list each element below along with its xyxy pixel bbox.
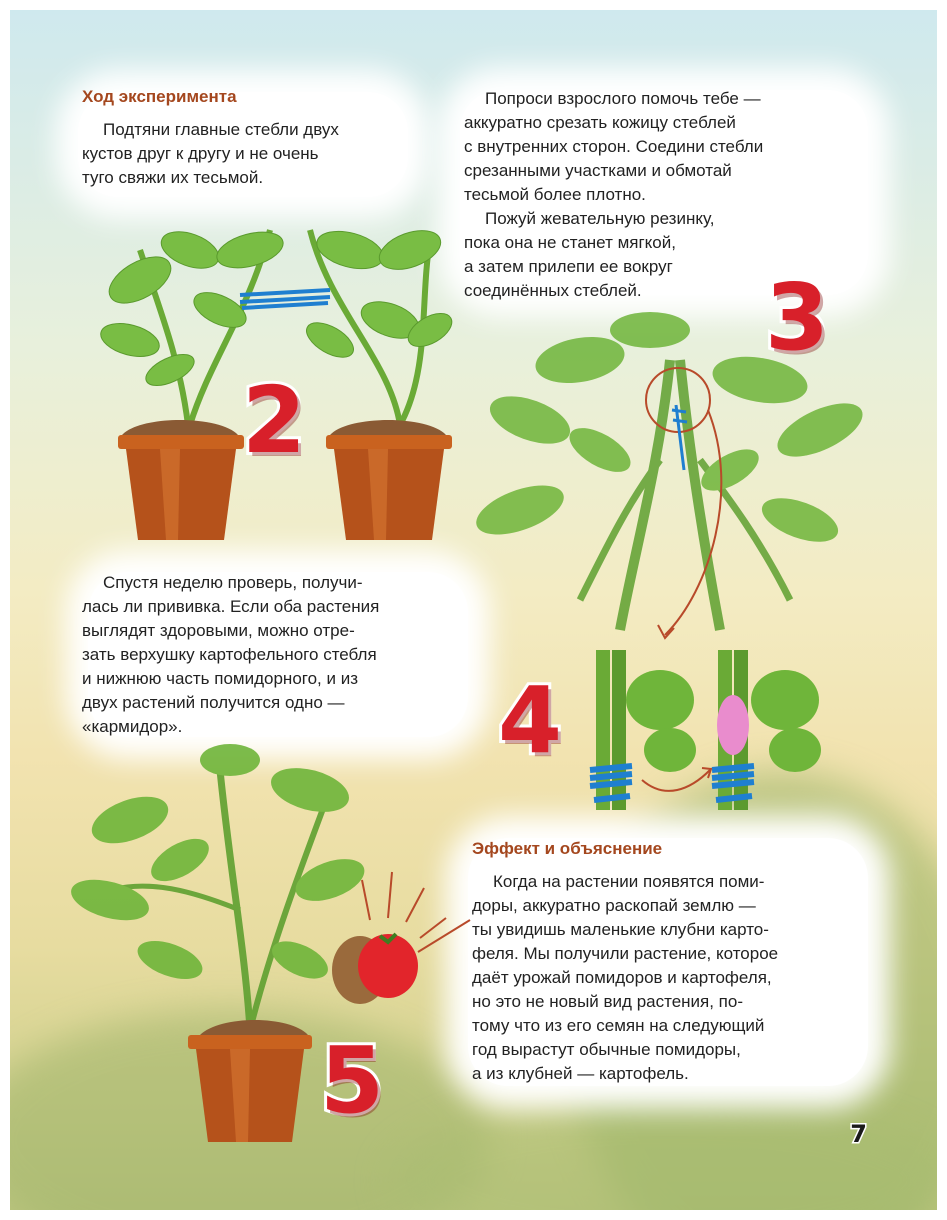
text-line: год вырастут обычные помидоры, xyxy=(472,1040,741,1059)
step3-text xyxy=(464,87,861,207)
text-line: с внутренних сторон. Соедини стебли xyxy=(464,137,764,156)
text-line: соединённых стеблей. xyxy=(464,281,642,300)
book-page xyxy=(10,10,937,1210)
text-line: тому что из его семян на следующий xyxy=(472,1016,765,1035)
text-line: пока она не станет мягкой, xyxy=(464,233,676,252)
text-line: и нижнюю часть помидорного, и из xyxy=(82,669,359,688)
text-line: Подтяни главные стебли двух xyxy=(103,120,339,139)
step5-illustration xyxy=(70,730,470,1150)
step5-text xyxy=(82,571,464,739)
text-line: кустов друг к другу и не очень xyxy=(82,144,319,163)
text-line: срезанными участками и обмотай xyxy=(464,161,732,180)
step3b-text xyxy=(464,207,804,303)
page-number: 7 xyxy=(850,1120,867,1148)
text-line: Попроси взрослого помочь тебе — xyxy=(485,89,761,108)
effect-heading: Эффект и объяснение xyxy=(472,839,663,858)
text-line: даёт урожай помидоров и картофеля, xyxy=(472,968,772,987)
experiment-heading: Ход эксперимента xyxy=(82,87,237,106)
text-line: а затем прилепи ее вокруг xyxy=(464,257,673,276)
text-line: Спустя неделю проверь, получи- xyxy=(103,573,363,592)
text-line: туго свяжи их тесьмой. xyxy=(82,168,264,187)
step-number-4: 4 xyxy=(498,667,563,774)
text-line: двух растений получится одно — xyxy=(82,693,345,712)
text-line: но это не новый вид растения, по- xyxy=(472,992,744,1011)
text-line: Пожуй жевательную резинку, xyxy=(485,209,715,228)
text-line: тесьмой более плотно. xyxy=(464,185,646,204)
step-number-2: 2 xyxy=(242,367,307,474)
text-line: выглядят здоровыми, можно отре- xyxy=(82,621,355,640)
text-line: аккуратно срезать кожицу стеблей xyxy=(464,113,736,132)
step-number-5: 5 xyxy=(320,1027,385,1134)
text-line: «кармидор». xyxy=(82,717,183,736)
effect-text xyxy=(472,870,867,1086)
text-line: а из клубней — картофель. xyxy=(472,1064,689,1083)
text-line: лась ли прививка. Если оба растения xyxy=(82,597,380,616)
step4-illustration xyxy=(570,640,830,820)
text-line: зать верхушку картофельного стебля xyxy=(82,645,377,664)
text-line: Когда на растении появятся поми- xyxy=(493,872,765,891)
text-line: доры, аккуратно раскопай землю — xyxy=(472,896,756,915)
text-line: феля. Мы получили растение, которое xyxy=(472,944,779,963)
text-line: ты увидишь маленькие клубни карто- xyxy=(472,920,769,939)
step-number-3: 3 xyxy=(765,264,830,371)
experiment-intro-text xyxy=(82,118,404,190)
